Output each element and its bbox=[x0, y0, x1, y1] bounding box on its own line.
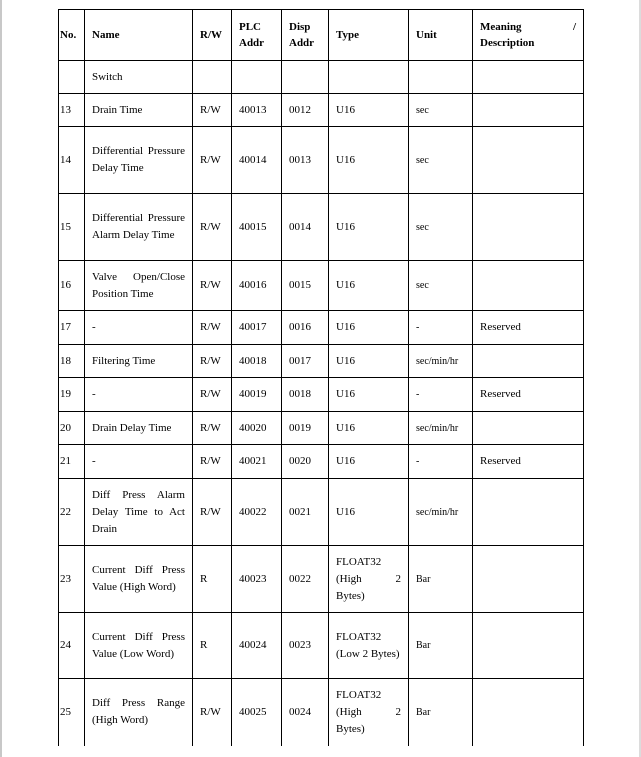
cell-no: 13 bbox=[59, 94, 85, 127]
cell-plc-addr: 40020 bbox=[232, 412, 282, 445]
header-type: Type bbox=[329, 10, 409, 61]
cell-rw: R/W bbox=[193, 94, 232, 127]
cell-description bbox=[473, 479, 584, 546]
cell-no: 18 bbox=[59, 345, 85, 378]
cell-rw bbox=[193, 61, 232, 94]
cell-unit: - bbox=[409, 311, 473, 345]
cell-no bbox=[59, 61, 85, 94]
cell-type: FLOAT32 (High 2 Bytes) bbox=[329, 546, 409, 613]
cell-description bbox=[473, 546, 584, 613]
cell-name: - bbox=[85, 311, 193, 345]
cell-unit: Bar bbox=[409, 546, 473, 613]
cell-description bbox=[473, 194, 584, 261]
cell-description bbox=[473, 127, 584, 194]
cell-plc-addr: 40022 bbox=[232, 479, 282, 546]
cell-plc-addr: 40021 bbox=[232, 445, 282, 479]
header-meaning bbox=[473, 10, 584, 61]
cell-name: - bbox=[85, 378, 193, 412]
cell-rw: R/W bbox=[193, 378, 232, 412]
header-rw: R/W bbox=[193, 10, 232, 61]
cell-no: 16 bbox=[59, 261, 85, 311]
cell-no: 21 bbox=[59, 445, 85, 479]
cell-plc-addr: 40017 bbox=[232, 311, 282, 345]
cell-unit: - bbox=[409, 378, 473, 412]
cell-unit: sec/min/hr bbox=[409, 479, 473, 546]
cell-description bbox=[473, 613, 584, 679]
cell-name: - bbox=[85, 445, 193, 479]
cell-no: 24 bbox=[59, 613, 85, 679]
cell-rw: R/W bbox=[193, 194, 232, 261]
cell-no: 17 bbox=[59, 311, 85, 345]
cell-name: Diff Press Alarm Delay Time to Act Drain bbox=[85, 479, 193, 546]
cell-description bbox=[473, 679, 584, 746]
cell-unit: sec bbox=[409, 261, 473, 311]
cell-description: Reserved bbox=[473, 445, 584, 479]
cell-disp-addr bbox=[282, 61, 329, 94]
header-unit: Unit bbox=[409, 10, 473, 61]
cell-type: U16 bbox=[329, 311, 409, 345]
cell-name: Differential Pressure Delay Time bbox=[85, 127, 193, 194]
cell-disp-addr: 0024 bbox=[282, 679, 329, 746]
cell-rw: R/W bbox=[193, 261, 232, 311]
cell-rw: R/W bbox=[193, 679, 232, 746]
cell-plc-addr: 40024 bbox=[232, 613, 282, 679]
cell-name: Switch bbox=[85, 61, 193, 94]
cell-name: Drain Delay Time bbox=[85, 412, 193, 445]
table-row bbox=[59, 345, 584, 378]
cell-unit: sec bbox=[409, 94, 473, 127]
header-meaning-line2: Description bbox=[480, 37, 535, 49]
cell-type: FLOAT32 (Low 2 Bytes) bbox=[329, 613, 409, 679]
cell-type: U16 bbox=[329, 194, 409, 261]
cell-description: Reserved bbox=[473, 378, 584, 412]
cell-name: Drain Time bbox=[85, 94, 193, 127]
cell-plc-addr: 40013 bbox=[232, 94, 282, 127]
table-row bbox=[59, 127, 584, 194]
table-row bbox=[59, 311, 584, 345]
cell-type: U16 bbox=[329, 261, 409, 311]
table-row bbox=[59, 479, 584, 546]
cell-rw: R bbox=[193, 613, 232, 679]
table-row bbox=[59, 61, 584, 94]
cell-description bbox=[473, 94, 584, 127]
header-plc-addr-line1: PLC bbox=[239, 21, 261, 33]
header-meaning-line1: Meaning bbox=[480, 21, 522, 33]
header-name: Name bbox=[85, 10, 193, 61]
cell-no: 23 bbox=[59, 546, 85, 613]
cell-no: 25 bbox=[59, 679, 85, 746]
table-row bbox=[59, 546, 584, 613]
cell-unit: sec bbox=[409, 194, 473, 261]
cell-unit: - bbox=[409, 445, 473, 479]
cell-no: 19 bbox=[59, 378, 85, 412]
header-disp-addr bbox=[282, 10, 329, 61]
cell-disp-addr: 0018 bbox=[282, 378, 329, 412]
cell-no: 14 bbox=[59, 127, 85, 194]
cell-type: U16 bbox=[329, 127, 409, 194]
cell-plc-addr: 40019 bbox=[232, 378, 282, 412]
cell-disp-addr: 0021 bbox=[282, 479, 329, 546]
cell-type: U16 bbox=[329, 479, 409, 546]
table-row bbox=[59, 613, 584, 679]
cell-rw: R/W bbox=[193, 311, 232, 345]
cell-name: Valve Open/Close Position Time bbox=[85, 261, 193, 311]
table-row bbox=[59, 412, 584, 445]
header-disp-addr-line2: Addr bbox=[289, 37, 315, 49]
cell-disp-addr: 0019 bbox=[282, 412, 329, 445]
cell-disp-addr: 0022 bbox=[282, 546, 329, 613]
cell-name: Current Diff Press Value (High Word) bbox=[85, 546, 193, 613]
cell-disp-addr: 0014 bbox=[282, 194, 329, 261]
table-row bbox=[59, 679, 584, 746]
cell-disp-addr: 0012 bbox=[282, 94, 329, 127]
cell-type: U16 bbox=[329, 94, 409, 127]
cell-type: U16 bbox=[329, 345, 409, 378]
cell-plc-addr: 40025 bbox=[232, 679, 282, 746]
table-header-row bbox=[59, 10, 584, 61]
cell-no: 15 bbox=[59, 194, 85, 261]
cell-unit: sec/min/hr bbox=[409, 412, 473, 445]
cell-disp-addr: 0023 bbox=[282, 613, 329, 679]
cell-type: U16 bbox=[329, 412, 409, 445]
table-row bbox=[59, 261, 584, 311]
cell-rw: R/W bbox=[193, 479, 232, 546]
cell-description bbox=[473, 261, 584, 311]
cell-disp-addr: 0016 bbox=[282, 311, 329, 345]
cell-disp-addr: 0013 bbox=[282, 127, 329, 194]
cell-name: Differential Pressure Alarm Delay Time bbox=[85, 194, 193, 261]
cell-plc-addr: 40014 bbox=[232, 127, 282, 194]
cell-description bbox=[473, 345, 584, 378]
header-meaning-slash: / bbox=[572, 21, 576, 33]
cell-name: Current Diff Press Value (Low Word) bbox=[85, 613, 193, 679]
cell-unit: Bar bbox=[409, 613, 473, 679]
cell-unit: Bar bbox=[409, 679, 473, 746]
cell-plc-addr bbox=[232, 61, 282, 94]
cell-type: U16 bbox=[329, 378, 409, 412]
cell-name: Filtering Time bbox=[85, 345, 193, 378]
cell-plc-addr: 40018 bbox=[232, 345, 282, 378]
register-table bbox=[58, 9, 584, 746]
table-row bbox=[59, 378, 584, 412]
page-left-border bbox=[0, 0, 2, 757]
cell-rw: R/W bbox=[193, 345, 232, 378]
cell-plc-addr: 40023 bbox=[232, 546, 282, 613]
cell-plc-addr: 40015 bbox=[232, 194, 282, 261]
cell-disp-addr: 0020 bbox=[282, 445, 329, 479]
cell-description bbox=[473, 61, 584, 94]
table-row bbox=[59, 94, 584, 127]
table-row bbox=[59, 445, 584, 479]
cell-disp-addr: 0017 bbox=[282, 345, 329, 378]
cell-description: Reserved bbox=[473, 311, 584, 345]
cell-rw: R/W bbox=[193, 412, 232, 445]
cell-rw: R/W bbox=[193, 127, 232, 194]
cell-name: Diff Press Range (High Word) bbox=[85, 679, 193, 746]
cell-rw: R/W bbox=[193, 445, 232, 479]
cell-description bbox=[473, 412, 584, 445]
cell-unit: sec/min/hr bbox=[409, 345, 473, 378]
cell-rw: R bbox=[193, 546, 232, 613]
cell-disp-addr: 0015 bbox=[282, 261, 329, 311]
header-plc-addr-line2: Addr bbox=[239, 37, 265, 49]
header-plc-addr bbox=[232, 10, 282, 61]
cell-unit: sec bbox=[409, 127, 473, 194]
cell-type: FLOAT32 (High 2 Bytes) bbox=[329, 679, 409, 746]
cell-no: 20 bbox=[59, 412, 85, 445]
cell-type bbox=[329, 61, 409, 94]
table-row bbox=[59, 194, 584, 261]
cell-plc-addr: 40016 bbox=[232, 261, 282, 311]
cell-no: 22 bbox=[59, 479, 85, 546]
header-no: No. bbox=[59, 10, 85, 61]
header-disp-addr-line1: Disp bbox=[289, 21, 311, 33]
cell-unit bbox=[409, 61, 473, 94]
cell-type: U16 bbox=[329, 445, 409, 479]
